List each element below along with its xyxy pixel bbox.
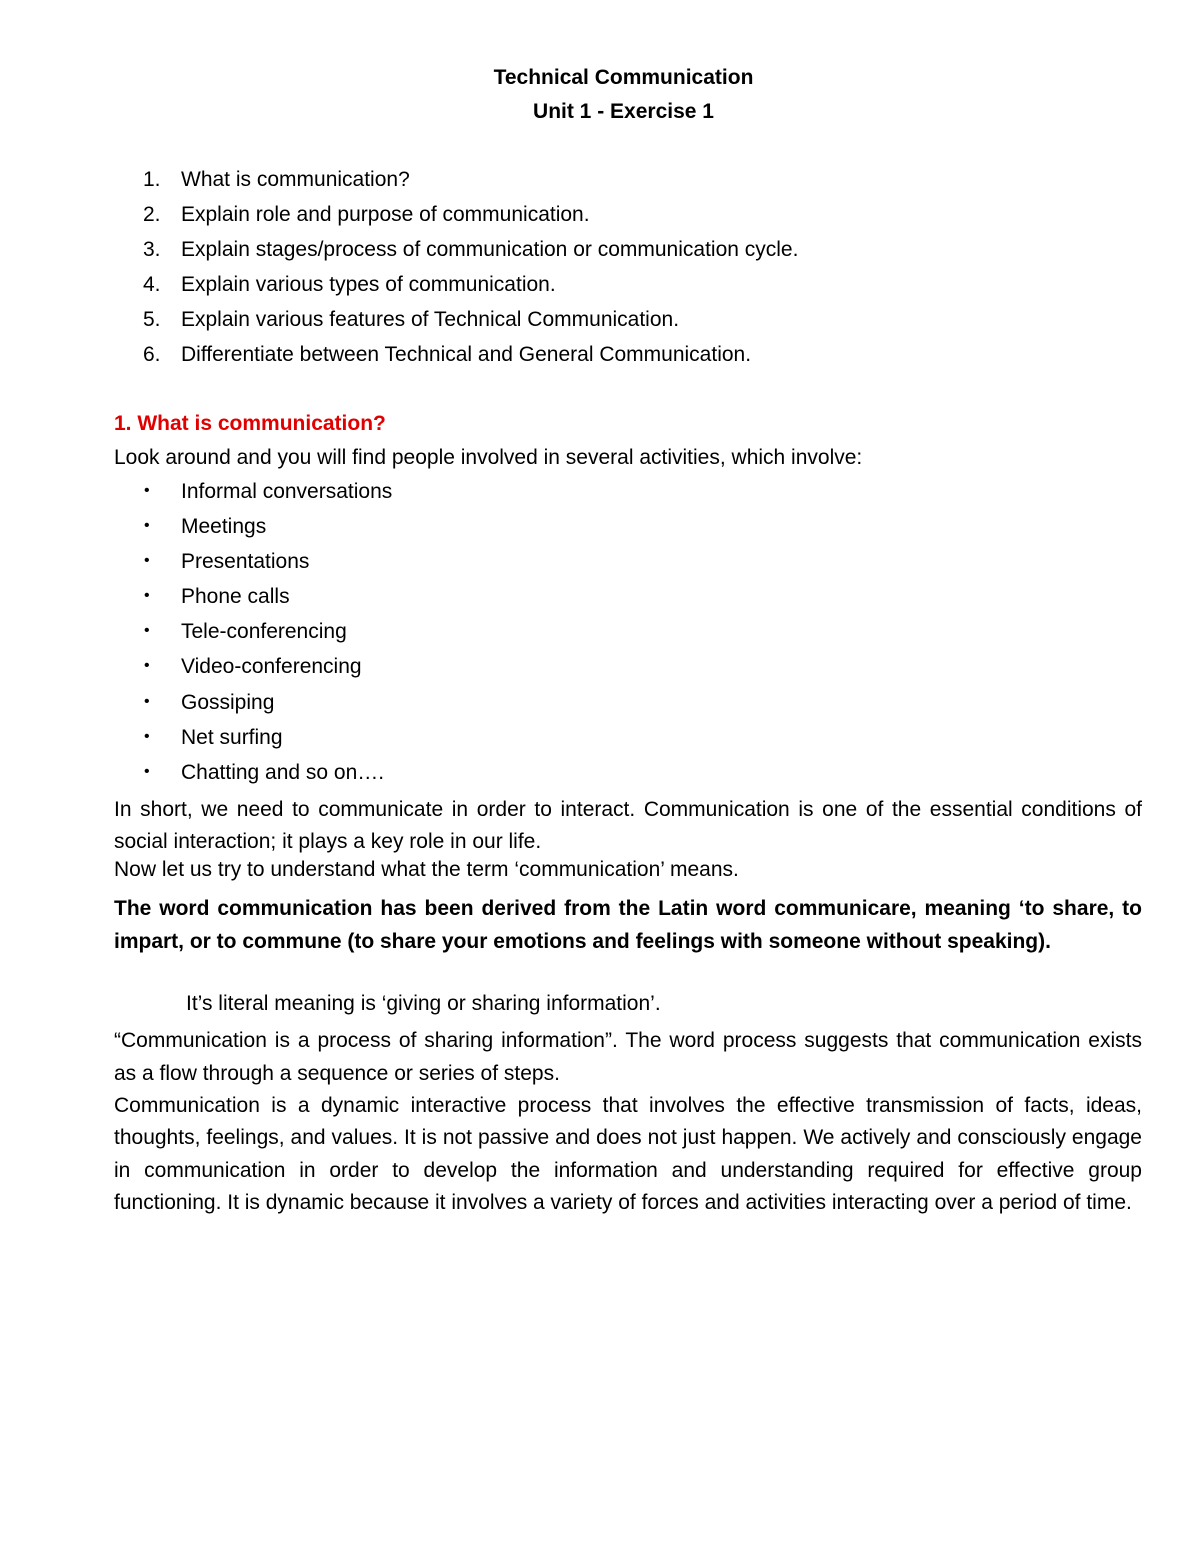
bullet-icon: •	[144, 517, 150, 535]
bullet-icon: •	[144, 692, 150, 710]
bullet-icon: •	[144, 727, 150, 745]
activity-text: Net surfing	[181, 725, 283, 749]
question-number: 6.	[143, 343, 161, 366]
latin-definition-paragraph: The word communication has been derived from the Latin word communicare, meaning ‘to share, to impart, or to commune (to share your emotions and feelings with someone without speaking).	[114, 897, 1142, 953]
activity-list	[114, 478, 1154, 794]
question-item	[114, 166, 1154, 201]
activity-item	[114, 478, 1154, 513]
question-item	[114, 201, 1154, 236]
activity-text: Video-conferencing	[181, 655, 362, 679]
bullet-icon: •	[144, 622, 150, 640]
question-text: Explain various types of communication.	[181, 273, 556, 296]
question-number: 5.	[143, 308, 161, 331]
activity-item	[114, 653, 1154, 688]
question-text: Explain role and purpose of communication.	[181, 203, 590, 226]
bullet-icon: •	[144, 657, 150, 675]
activity-text: Presentations	[181, 550, 310, 574]
now-let-us-paragraph: Now let us try to understand what the term ‘communication’ means.	[114, 858, 739, 881]
dynamic-process-paragraph: Communication is a dynamic interactive process that involves the effective transmission of facts, ideas, thoughts, feelings, and values. It is not passive and does not just happen. We actively and consciously engage in communication in order to develop the information and understanding required for effective group functioning. It is dynamic because it involves a variety of forces and activities interacting over a period of time.	[114, 1094, 1142, 1214]
literal-meaning-paragraph: It’s literal meaning is ‘giving or sharing information’.	[186, 992, 661, 1015]
activity-item	[114, 513, 1154, 548]
activity-text: Phone calls	[181, 585, 290, 609]
question-text: Explain various features of Technical Communication.	[181, 308, 680, 331]
question-number: 2.	[143, 203, 161, 226]
question-text: What is communication?	[181, 168, 410, 191]
bullet-icon: •	[144, 552, 150, 570]
activity-text: Gossiping	[181, 690, 275, 714]
intro-paragraph: Look around and you will find people involved in several activities, which involve:	[114, 446, 863, 469]
in-short-paragraph: In short, we need to communicate in order to interact. Communication is one of the essential conditions of social interaction; it plays a key role in our life.	[114, 798, 1142, 853]
activity-item	[114, 618, 1154, 653]
activity-item	[114, 759, 1154, 794]
question-number: 1.	[143, 168, 161, 191]
section-heading: 1. What is communication?	[114, 412, 386, 435]
question-item	[114, 236, 1154, 271]
question-list	[114, 166, 1154, 376]
bullet-icon: •	[144, 587, 150, 605]
activity-text: Chatting and so on….	[181, 760, 385, 784]
activity-text: Informal conversations	[181, 480, 393, 503]
activity-text: Tele-conferencing	[181, 620, 347, 644]
question-text: Differentiate between Technical and General Communication.	[181, 343, 752, 366]
activity-text: Meetings	[181, 515, 267, 539]
question-item	[114, 271, 1154, 306]
activity-item	[114, 583, 1154, 618]
bullet-icon: •	[144, 482, 150, 499]
document-subtitle: Unit 1 - Exercise 1	[533, 100, 714, 123]
bullet-icon: •	[144, 762, 150, 780]
question-number: 4.	[143, 273, 161, 296]
activity-item	[114, 548, 1154, 583]
question-item	[114, 306, 1154, 341]
process-quote-paragraph: “Communication is a process of sharing information”. The word process suggests that communication exists as a flow through a sequence or series of steps.	[114, 1029, 1142, 1085]
question-text: Explain stages/process of communication or communication cycle.	[181, 238, 799, 261]
question-number: 3.	[143, 238, 161, 261]
activity-item	[114, 689, 1154, 724]
document-title: Technical Communication	[493, 66, 754, 89]
activity-item	[114, 724, 1154, 759]
question-item	[114, 341, 1154, 376]
